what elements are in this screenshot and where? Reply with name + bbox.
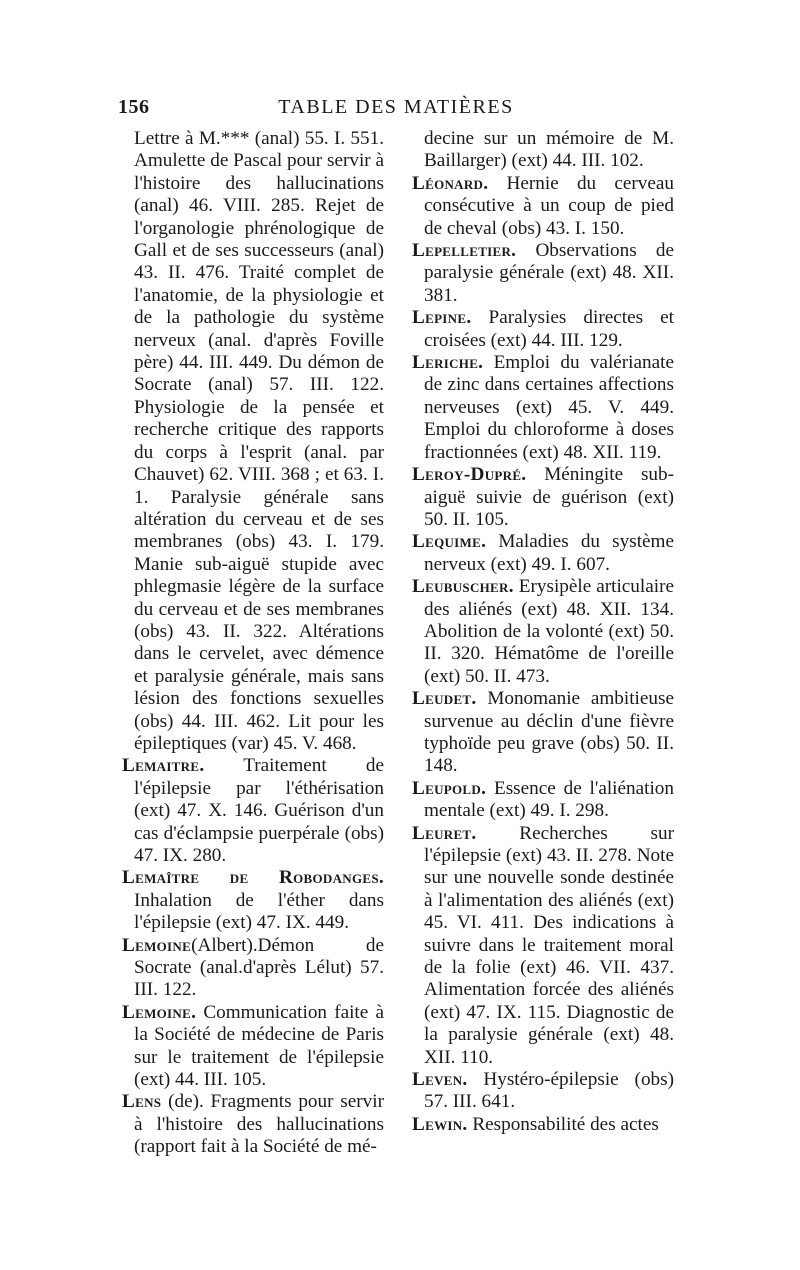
entry-text: Observations de paralysie générale (ext) 48. XII. 381.: [424, 240, 674, 306]
left-column: [122, 128, 384, 1159]
entry-text: Hernie du cerveau consécutive à un coup de pied de cheval (obs) 43. I. 150.: [424, 172, 674, 239]
entry-text: Lettre à M.*** (anal) 55. I. 551. Amulette de Pascal pour servir à l'histoire des hallucinations (anal) 46. VIII. 285. Rejet de l'organologie phrénologique de Gall et de ses successeurs (anal) 43. II. 476. Traité complet de l'anatomie, de la physiologie et de la pathologie du système nerveux (anal. d'après Foville père) 44. III. 449. Du démon de Socrate (anal) 57. III. 122. Physiologie de la pensée et recherche critique des rapports du corps à l'esprit (anal. par Chauvet) 62. VIII. 368 ; et 63. I. 1. Paralysie générale sans altération du cerveau et de ses membranes (obs) 43. I. 179. Manie sub-aiguë stupide avec phlegmasie légère de la surface du cerveau et de ses membranes (obs) 43. II. 322. Altérations dans le cervelet, avec démence et paralysie générale, mais sans lésion des fonctions sexuelles (obs) 44. III. 462. Lit pour les épileptiques (var) 45. V. 468.: [134, 128, 384, 754]
entry-text: Emploi du valérianate de zinc dans certaines affections nerveuses (ext) 45. V. 449. Emploi du chloroforme à doses fractionnées (ext) 48. XII. 119.: [424, 352, 674, 463]
entry-text: Erysipèle articulaire des aliénés (ext) 48. XII. 134. Abolition de la volonté (ext) 50. II. 320. Hématôme de l'oreille (ext) 50. II. 473.: [424, 576, 674, 687]
index-entry: [122, 1002, 384, 1092]
entry-name: Leuret.: [412, 822, 477, 844]
entry-text: Monomanie ambitieuse survenue au déclin d'une fièvre typhoïde peu grave (obs) 50. II. 148.: [424, 688, 674, 777]
entry-name: Léonard.: [412, 172, 489, 194]
entry-text: Traitement de l'épilepsie par l'éthérisation (ext) 47. X. 146. Guérison d'un cas d'éclampsie puerpérale (obs) 47. IX. 280.: [134, 755, 384, 866]
entry-name: Lens: [122, 1091, 162, 1113]
entry-name: Lemaître de Robodanges.: [122, 867, 384, 889]
index-entry: [122, 755, 384, 867]
index-entry: [412, 464, 674, 531]
entry-text: Recherches sur l'épilepsie (ext) 43. II. 278. Note sur une nouvelle sonde destinée à l'alimentation des aliénés (ext) 45. VI. 411. Des indications à suivre dans le traitement moral de la folie (ext) 46. VII. 437. Alimentation forcée des aliénés (ext) 47. IX. 115. Diagnostic de la paralysie générale (ext) 48. XII. 110.: [424, 822, 674, 1068]
index-entry: [412, 576, 674, 688]
entry-name: Lemoine: [122, 934, 192, 956]
entry-text: decine sur un mémoire de M. Baillarger) (ext) 44. III. 102.: [424, 128, 674, 172]
index-entry: [412, 173, 674, 240]
entry-name: Leubuscher.: [412, 576, 514, 598]
entry-text: (Albert).Démon de Socrate (anal.d'après Lélut) 57. III. 122.: [134, 934, 384, 1001]
entry-name: Leriche.: [412, 352, 484, 374]
index-entry: [122, 935, 384, 1002]
entry-text: Maladies du système nerveux (ext) 49. I. 607.: [424, 531, 674, 575]
index-entry: [412, 778, 674, 823]
index-entry: [412, 1114, 674, 1136]
entry-name: Lewin.: [412, 1113, 468, 1135]
index-entry: [412, 1069, 674, 1114]
index-entry: [122, 1091, 384, 1158]
entry-name: Lemoine.: [122, 1001, 197, 1023]
right-column: [412, 128, 674, 1136]
running-title: TABLE DES MATIÈRES: [278, 96, 514, 118]
entry-name: Lequime.: [412, 531, 487, 553]
entry-name: Leudet.: [412, 688, 477, 710]
index-entry: [412, 352, 674, 464]
index-entry: [412, 688, 674, 778]
index-entry: [412, 240, 674, 307]
entry-text: Essence de l'aliénation mentale (ext) 49. I. 298.: [424, 777, 674, 822]
entry-text: Communication faite à la Société de médecine de Paris sur le traitement de l'épilepsie (ext) 44. III. 105.: [134, 1001, 384, 1091]
index-entry: [122, 128, 384, 755]
entry-text: (de). Fragments pour servir à l'histoire des hallucinations (rapport fait à la Société de mé-: [134, 1091, 384, 1158]
entry-name: Leupold.: [412, 777, 487, 799]
entry-text: Méningite sub-aiguë suivie de guérison (ext) 50. II. 105.: [424, 464, 674, 530]
index-entry: [412, 531, 674, 576]
entry-text: Responsabilité des actes: [467, 1113, 659, 1135]
index-entry: [412, 307, 674, 352]
index-entry: [412, 128, 674, 173]
index-entry: [122, 867, 384, 934]
entry-name: Lepine.: [412, 307, 472, 329]
entry-name: Leroy-Dupré.: [412, 464, 527, 486]
entry-text: Hystéro-épilepsie (obs) 57. III. 641.: [424, 1069, 674, 1113]
entry-text: Paralysies directes et croisées (ext) 44. III. 129.: [424, 307, 674, 351]
entry-text: Inhalation de l'éther dans l'épilepsie (ext) 47. IX. 449.: [134, 889, 384, 934]
page-header: [118, 96, 674, 126]
page-number: 156: [118, 96, 150, 118]
index-entry: [412, 823, 674, 1069]
entry-name: Leven.: [412, 1069, 468, 1091]
entry-name: Lepelletier.: [412, 240, 517, 262]
entry-name: Lemaitre.: [122, 755, 205, 777]
